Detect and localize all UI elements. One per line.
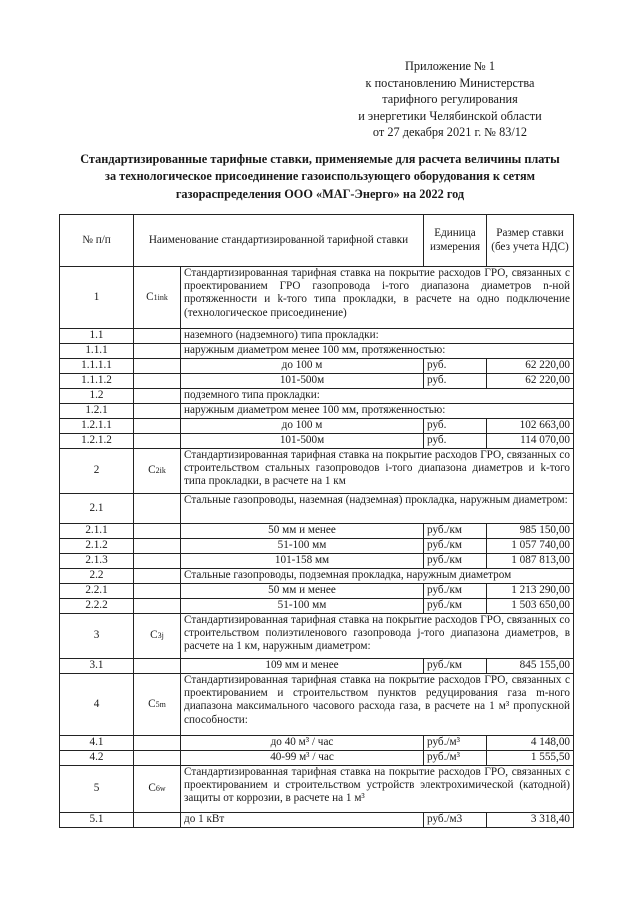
title-line-2: за технологическое присоединение газоиспользующего оборудования к сетям — [105, 169, 535, 184]
row-name: до 40 м³ / час — [181, 736, 424, 751]
row-code — [134, 614, 181, 659]
row-num: 1.2.1.1 — [60, 419, 134, 434]
row-num: 1.1.1 — [60, 344, 134, 359]
row-code — [134, 329, 181, 344]
table-row — [60, 539, 574, 554]
row-num: 2.2.1 — [60, 584, 134, 599]
row-num: 1.2.1 — [60, 404, 134, 419]
row-unit: руб. — [424, 359, 487, 374]
row-unit: руб./км — [424, 584, 487, 599]
row-code — [134, 344, 181, 359]
row-description: Стандартизированная тарифная ставка на покрытие расходов ГРО, связанных со строительством полиэтиленового газопровода j-того диапазона диаметров, в расчете на 1 км, наружным диаметром: — [181, 614, 574, 659]
row-code — [134, 569, 181, 584]
row-value: 845 155,00 — [487, 659, 574, 674]
row-num: 1.2 — [60, 389, 134, 404]
table-row — [60, 751, 574, 766]
code-letter: C — [150, 629, 158, 642]
row-num: 2 — [60, 449, 134, 494]
row-num: 3.1 — [60, 659, 134, 674]
table-row — [60, 659, 574, 674]
row-code — [134, 524, 181, 539]
table-row — [60, 554, 574, 569]
row-num: 2.1 — [60, 494, 134, 524]
row-num: 1.1.1.1 — [60, 359, 134, 374]
table-row — [60, 419, 574, 434]
row-num: 2.1.3 — [60, 554, 134, 569]
row-name: до 100 м — [181, 419, 424, 434]
row-value: 1 057 740,00 — [487, 539, 574, 554]
row-value: 62 220,00 — [487, 374, 574, 389]
row-description: Стандартизированная тарифная ставка на покрытие расходов ГРО, связанных с проектированием и строительством устройств электрохимической (катодной) защиты от коррозии, в расчете на 1 м³ — [181, 766, 574, 813]
row-name: 101-500м — [181, 434, 424, 449]
row-code — [134, 736, 181, 751]
row-code — [134, 659, 181, 674]
table-row — [60, 329, 574, 344]
row-unit: руб./км — [424, 659, 487, 674]
code-letter: C — [148, 697, 156, 710]
row-value: 102 663,00 — [487, 419, 574, 434]
title-line-1: Стандартизированные тарифные ставки, применяемые для расчета величины платы — [80, 152, 560, 166]
row-num: 5 — [60, 766, 134, 813]
row-code — [134, 389, 181, 404]
row-unit: руб. — [424, 434, 487, 449]
row-name: 101-500м — [181, 374, 424, 389]
row-name: 50 мм и менее — [181, 524, 424, 539]
row-code — [134, 434, 181, 449]
row-description: наружным диаметром менее 100 мм, протяженностью: — [181, 344, 574, 359]
code-subscript: 5m — [155, 699, 166, 709]
code-subscript: 2ik — [155, 466, 166, 476]
row-name: 40-99 м³ / час — [181, 751, 424, 766]
row-description: Стандартизированная тарифная ставка на покрытие расходов ГРО, связанных с проектированием ГРО газопровода i-того диапазона диаметров n-ной протяженности и k-того типа прокладки, в расчете на одно подключение (технологическое присоединение) — [181, 267, 574, 329]
row-description: наружным диаметром менее 100 мм, протяженностью: — [181, 404, 574, 419]
row-num: 4.2 — [60, 751, 134, 766]
row-num: 5.1 — [60, 813, 134, 828]
row-value: 3 318,40 — [487, 813, 574, 828]
row-unit: руб./км — [424, 554, 487, 569]
row-num: 1.1.1.2 — [60, 374, 134, 389]
table-row — [60, 674, 574, 736]
code-letter: C — [148, 782, 156, 795]
row-name: до 100 м — [181, 359, 424, 374]
row-name: до 1 кВт — [181, 813, 424, 828]
row-unit: руб./м³ — [424, 736, 487, 751]
table-row — [60, 434, 574, 449]
code-letter: C — [146, 290, 154, 303]
row-code — [134, 359, 181, 374]
row-unit: руб./км — [424, 539, 487, 554]
row-code — [134, 813, 181, 828]
title-line-3: газораспределения ООО «МАГ-Энерго» на 2022 год — [175, 186, 465, 201]
appendix-header — [330, 58, 570, 141]
table-row — [60, 389, 574, 404]
row-code — [134, 494, 181, 524]
row-value: 62 220,00 — [487, 359, 574, 374]
row-name: 50 мм и менее — [181, 584, 424, 599]
row-description: Стальные газопроводы, подземная прокладка, наружным диаметром — [181, 569, 574, 584]
appendix-line-1: Приложение № 1 — [404, 59, 496, 73]
row-num: 2.1.1 — [60, 524, 134, 539]
row-description: Стальные газопроводы, наземная (надземная) прокладка, наружным диаметром: — [181, 494, 574, 524]
row-description: подземного типа прокладки: — [181, 389, 574, 404]
row-code — [134, 419, 181, 434]
row-name: 109 мм и менее — [181, 659, 424, 674]
table-row — [60, 494, 574, 524]
row-code — [134, 674, 181, 736]
row-num: 1.1 — [60, 329, 134, 344]
row-code — [134, 539, 181, 554]
row-code — [134, 449, 181, 494]
header-num: № п/п — [60, 215, 134, 267]
table-row — [60, 813, 574, 828]
table-row — [60, 359, 574, 374]
header-size: Размер ставки (без учета НДС) — [487, 215, 574, 267]
row-value: 114 070,00 — [487, 434, 574, 449]
row-code — [134, 751, 181, 766]
table-row — [60, 569, 574, 584]
row-num: 2.1.2 — [60, 539, 134, 554]
appendix-line-5: от 27 декабря 2021 г. № 83/12 — [372, 125, 528, 140]
row-code — [134, 404, 181, 419]
appendix-line-4: и энергетики Челябинской области — [358, 108, 542, 123]
table-row — [60, 344, 574, 359]
row-value: 1 213 290,00 — [487, 584, 574, 599]
row-code — [134, 554, 181, 569]
code-subscript: 6w — [155, 784, 166, 794]
table-body — [60, 267, 574, 828]
table-row — [60, 374, 574, 389]
table-row — [60, 584, 574, 599]
row-value: 1 555,50 — [487, 751, 574, 766]
table-row — [60, 599, 574, 614]
row-name: 51-100 мм — [181, 539, 424, 554]
row-num: 2.2.2 — [60, 599, 134, 614]
row-unit: руб. — [424, 419, 487, 434]
row-unit: руб./м³ — [424, 751, 487, 766]
row-num: 2.2 — [60, 569, 134, 584]
table-row — [60, 766, 574, 813]
row-code — [134, 766, 181, 813]
table-row — [60, 449, 574, 494]
code-subscript: 3j — [157, 631, 164, 641]
row-name: 51-100 мм — [181, 599, 424, 614]
row-num: 3 — [60, 614, 134, 659]
table-row — [60, 614, 574, 659]
row-unit: руб./м3 — [424, 813, 487, 828]
row-description: наземного (надземного) типа прокладки: — [181, 329, 574, 344]
row-code — [134, 267, 181, 329]
table-row — [60, 524, 574, 539]
document-title — [55, 151, 585, 203]
row-num: 4 — [60, 674, 134, 736]
table-row — [60, 404, 574, 419]
row-code — [134, 374, 181, 389]
table-row — [60, 267, 574, 329]
appendix-line-2: к постановлению Министерства — [365, 75, 535, 90]
table-header-row — [60, 215, 574, 267]
code-letter: C — [148, 464, 156, 477]
row-value: 985 150,00 — [487, 524, 574, 539]
code-subscript: 1ink — [153, 292, 168, 302]
row-code — [134, 599, 181, 614]
row-code — [134, 584, 181, 599]
row-num: 4.1 — [60, 736, 134, 751]
header-name: Наименование стандартизированной тарифной ставки — [134, 215, 424, 267]
row-description: Стандартизированная тарифная ставка на покрытие расходов ГРО, связанных с проектированием и строительством пунктов редуцирования газа m-ного диапазона максимального часового расхода газа, в расчете на 1 м³ пропускной способности: — [181, 674, 574, 736]
row-num: 1.2.1.2 — [60, 434, 134, 449]
row-unit: руб./км — [424, 599, 487, 614]
appendix-line-3: тарифного регулирования — [382, 92, 518, 107]
row-unit: руб. — [424, 374, 487, 389]
tariff-table — [59, 214, 574, 828]
header-unit: Единица измерения — [424, 215, 487, 267]
row-description: Стандартизированная тарифная ставка на покрытие расходов ГРО, связанных со строительством стальных газопроводов i-того диапазона диаметров и k-того типа прокладки, в расчете на 1 км — [181, 449, 574, 494]
row-value: 1 087 813,00 — [487, 554, 574, 569]
row-name: 101-158 мм — [181, 554, 424, 569]
row-num: 1 — [60, 267, 134, 329]
row-unit: руб./км — [424, 524, 487, 539]
table-row — [60, 736, 574, 751]
row-value: 4 148,00 — [487, 736, 574, 751]
row-value: 1 503 650,00 — [487, 599, 574, 614]
